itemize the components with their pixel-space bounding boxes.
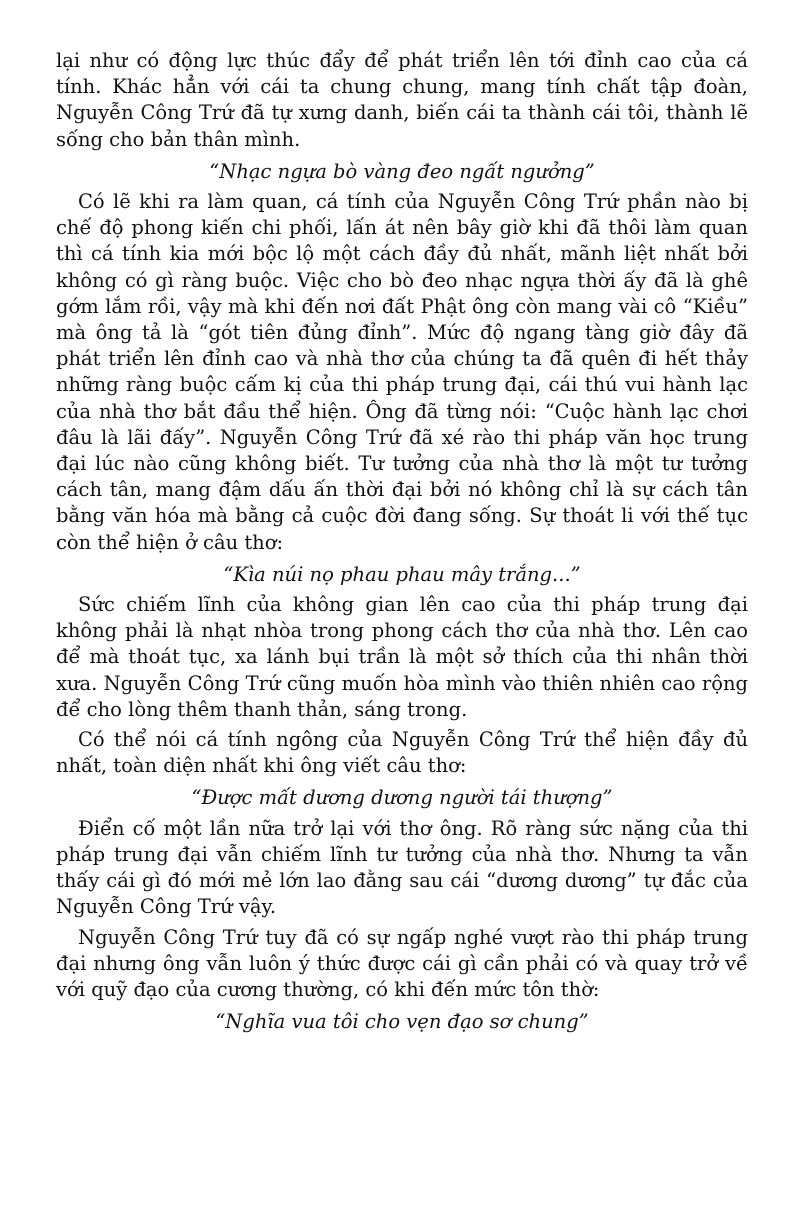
paragraph: Điển cố một lần nữa trở lại với thơ ông. Rõ ràng sức nặng của thi pháp trung đại vẫn chiếm lĩnh tư tưởng của nhà thơ. Nhưng ta vẫn thấy cái gì đó mới mẻ lớn lao đằng sau cái “dương dương” tự đắc của Nguyễn Công Trứ vậy.: [56, 816, 748, 919]
verse-quote: “Nghĩa vua tôi cho vẹn đạo sơ chung”: [215, 1010, 589, 1034]
document-page: [56, 48, 748, 1039]
paragraph: Có thể nói cá tính ngông của Nguyễn Công Trứ thể hiện đầy đủ nhất, toàn diện nhất khi ông viết câu thơ:: [56, 728, 748, 778]
verse-quote: “Được mất dương dương người tái thượng”: [191, 786, 613, 810]
paragraph: Nguyễn Công Trứ tuy đã có sự ngấp nghé vượt rào thi pháp trung đại nhưng ông vẫn luôn ý thức được cái gì cần phải có và quay trở về với quỹ đạo của cương thường, có khi đến mức tôn thờ:: [56, 925, 748, 1001]
verse-quote: “Nhạc ngựa bò vàng đeo ngất ngưởng”: [209, 159, 595, 183]
verse-quote: “Kìa núi nọ phau phau mây trắng...”: [223, 562, 581, 586]
paragraph-continuation: lại như có động lực thúc đẩy để phát triển lên tới đỉnh cao của cá tính. Khác hẳn với cái ta chung chung, mang tính chất tập đoàn, Nguyễn Công Trứ đã tự xưng danh, biến cái ta thành cái tôi, thành lẽ sống cho bản thân mình.: [56, 49, 748, 151]
paragraph: Có lẽ khi ra làm quan, cá tính của Nguyễn Công Trứ phần nào bị chế độ phong kiến chi phối, lấn át nên bây giờ khi đã thôi làm quan thì cá tính kia mới bộc lộ một cách đầy đủ nhất, mãnh liệt nhất bởi không có gì ràng buộc. Việc cho bò đeo nhạc ngựa thời ấy đã là ghê gớm lắm rồi, vậy mà khi đến nơi đất Phật ông còn mang vài cô “Kiều” mà ông tả là “gót tiên đủng đỉnh”. Mức độ ngang tàng giờ đây đã phát triển lên đỉnh cao và nhà thơ của chúng ta đã quên đi hết thảy những ràng buộc cấm kị của thi pháp trung đại, cái thú vui hành lạc của nhà thơ bắt đầu thể hiện. Ông đã từng nói: “Cuộc hành lạc chơi đâu là lãi đấy”. Nguyễn Công Trứ đã xé rào thi pháp văn học trung đại lúc nào cũng không biết. Tư tưởng của nhà thơ là một tư tưởng cách tân, mang đậm dấu ấn thời đại bởi nó không chỉ là sự cách tân bằng văn hóa mà bằng cả cuộc đời đang sống. Sự thoát li với thế tục còn thể hiện ở câu thơ:: [56, 190, 748, 554]
paragraph: Sức chiếm lĩnh của không gian lên cao của thi pháp trung đại không phải là nhạt nhòa trong phong cách thơ của nhà thơ. Lên cao để mà thoát tục, xa lánh bụi trần là một sở thích của thi nhân thời xưa. Nguyễn Công Trứ cũng muốn hòa mình vào thiên nhiên cao rộng để cho lòng thêm thanh thản, sáng trong.: [56, 593, 748, 721]
